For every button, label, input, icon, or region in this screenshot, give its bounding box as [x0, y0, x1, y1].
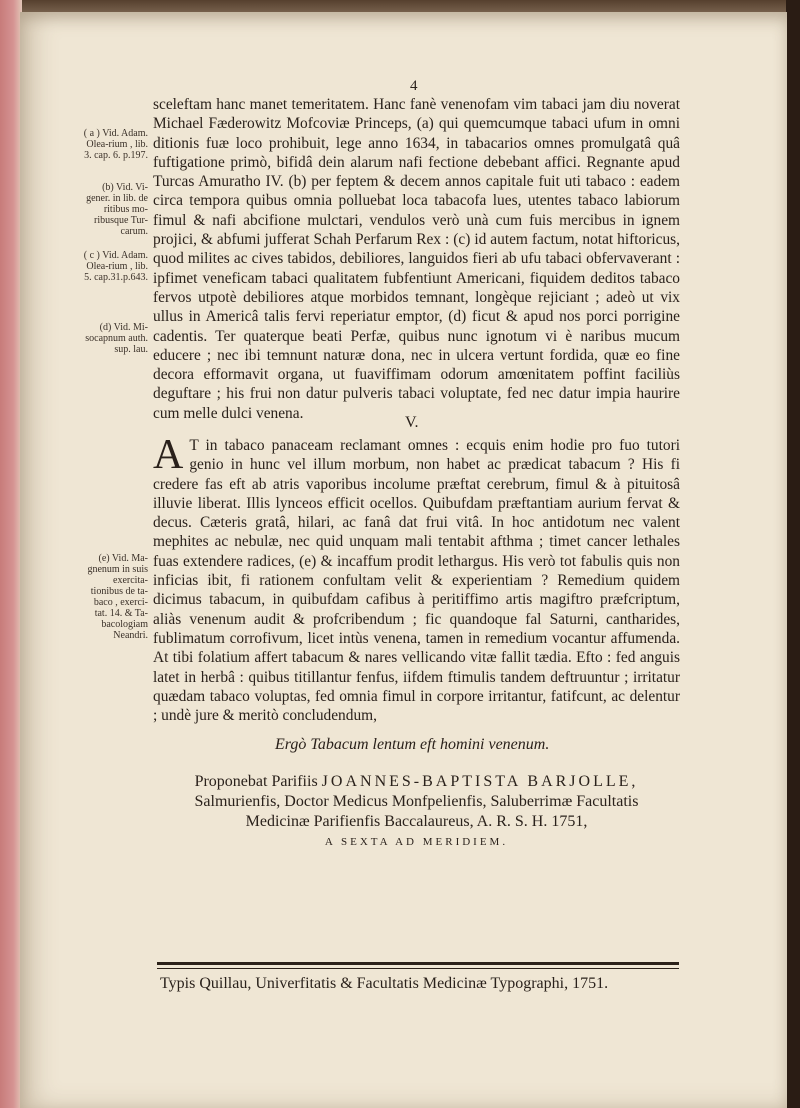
margin-note-e: (e) Vid. Ma-gnenum in suis exercita-tionibus de ta-baco , exerci-tat. 14. & Ta-bacologiam Neandri. [87, 553, 148, 641]
margin-note-b: (b) Vid. Vi-gener. in lib. de ritibus mo-ribusque Tur-carum. [86, 182, 148, 237]
section-heading: V. [405, 414, 419, 431]
credit-line-1 [153, 772, 680, 792]
divider-rule-thin [157, 968, 679, 969]
margin-note-a: ( a ) Vid. Adam. Olea-rium , lib. 3. cap. 6. p.197. [83, 128, 148, 161]
drop-cap: A [153, 432, 184, 478]
credit-line-3: Medicinæ Parifienfis Baccalaureus, A. R. S. H. 1751, [245, 813, 588, 830]
margin-note-c: ( c ) Vid. Adam. Olea-rium , lib. 5. cap.31.p.643. [83, 250, 148, 283]
credit-line-2: Salmurienfis, Doctor Medicus Monfpelienfis, Saluberrimæ Facultatis [194, 793, 639, 810]
page-edge-right [786, 0, 800, 1108]
margin-note-d: (d) Vid. Mi-socapnum auth. sup. lau. [85, 322, 148, 355]
divider-rule-thick [157, 962, 679, 965]
page-number: 4 [410, 78, 418, 94]
author-credit [153, 772, 680, 852]
page-edge-left [0, 0, 22, 1108]
credit-proponebat: Proponebat Parifiis [194, 773, 318, 790]
conclusion-line: Ergò Tabacum lentum eft homini venenum. [275, 736, 550, 753]
paragraph-2 [153, 432, 680, 725]
paragraph-1: sceleftam hanc manet temeritatem. Hanc fanè venenofam vim tabaci jam diu noverat Michael Fæderowitz Mofcoviæ Princeps, (a) qui quemcumque tabaci ufum in omni ditionis fuæ loco prohibuit, lege anno 1634, in tabacarios omnes promulgatâ quâ fuftigatione primò, bifidâ dein alarum nafi fectione debebant affici. Regnante apud Turcas Amuratho IV. (b) per feptem & decem annos capitale fuit uti tabaco : eadem circa tempora quibus omnia polluebat loca tabacofa lues, utentes tabaco labiorum fimul & nafi abcifione mulctari, vendulos verò unà cum fuis mercibus in ignem projici, & abfumi jufferat Schah Perfarum Rex : (c) id autem factum, notat hiftoricus, quod milites ac cives tabidos, debiliores, languidos fieri ab ufu tabaci obfervaverant : ipfimet veneficam tabaci qualitatem fubfentiunt Americani, fiquidem deditos tabaco fervos utpotè debiliores atque morbidos temnant, longèque rejiciant ; adeò ut vix ullus in Americâ talis fervi reperiatur emptor, (d) ficut & apud nos porci porrigine cadentis. Ter quaterque beati Perfæ, quibus nunc ignotum vi è naribus mucum educere ; nec ibi temnunt naturæ dona, nec in ulcera vertunt fordida, quæ eo fine decora efformavit organa, ut fuaviffimam odorum amœnitatem poffint faciliùs deguftare ; his frui non datur pulveris tabaci voluptate, fed nec datur impia haurire cum melle dulci venena. [153, 96, 680, 422]
author-name: JOANNES-BAPTISTA BARJOLLE, [321, 773, 639, 790]
paragraph-2-text: T in tabaco panaceam reclamant omnes : ecquis enim hodie pro fuo tutori genio in hunc vel illum morbum, non habet ac prædicat tabacum ? His fi credere fas eft ab atris vaporibus incolume præftat cerebrum, fimul & à pituitosâ illuvie liberat. Illis lynceos efficit ocellos. Quibufdam præftantiam aurium fervat & decus. Cæteris gratâ, hilari, ac fanâ dat frui vitâ. In hoc antidotum nec valent mephites ac nebulæ, nec quid unquam mali tentabit afthma ; timet cancer lethales fuas extendere radices, (e) & incaffum prodit lethargus. His verò tot fabulis quis non inficias ibit, fi rationem confultam velit & experientiam ? Remedium quidem dicimus tabacum, in quibufdam cafibus à peritiffimo artis magiftro præfcriptum, aliàs venenum audit & profcribendum ; fic quandoque fal Saturni, cantharides, fublimatum corrofivum, licet intùs venena, tamen in remedium vocantur affumenda. At tibi folatium affert tabacum & nares vellicando vitæ fallit tædia. Efto : fed anguis latet in herbâ : quibus titillantur fenfus, iifdem ftimulis tandem deftruuntur ; irritatur quædam tabaco voluptas, fed omnia fimul in corpore irritantur, fatifcunt, ac delentur ; undè jure & meritò concludendum, [153, 437, 680, 725]
printer-imprint: Typis Quillau, Univerfitatis & Facultatis Medicinæ Typographi, 1751. [160, 975, 609, 992]
credit-line-4: A SEXTA AD MERIDIEM. [324, 836, 509, 848]
